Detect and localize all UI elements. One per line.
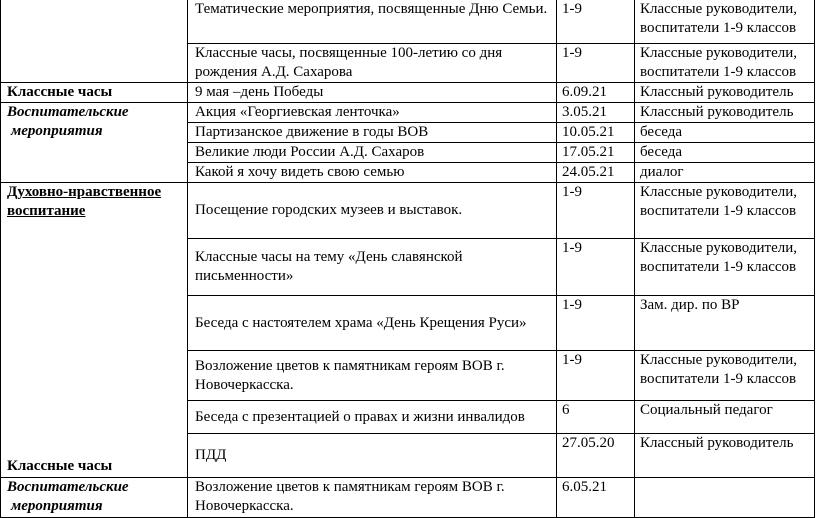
table-row [1, 0, 815, 44]
table-cell: Классные руководители, воспитатели 1-9 классов [635, 44, 815, 83]
section-label-line: мероприятия [11, 123, 103, 139]
table-cell: 1-9 [557, 296, 635, 351]
table-cell: Акция «Георгиевская ленточка» [188, 103, 557, 123]
table-cell: 24.05.21 [557, 163, 635, 183]
table-cell: беседа [635, 123, 815, 143]
table-cell: Классные часы, посвященные 100-летию со дня рождения А.Д. Сахарова [188, 44, 557, 83]
section-label-line: мероприятия [11, 498, 103, 514]
table-cell: 1-9 [557, 351, 635, 401]
section-label-line: Воспитательские [7, 104, 129, 120]
table-cell: диалог [635, 163, 815, 183]
section-label-line: Воспитательские [7, 479, 129, 495]
table-cell: 9 мая –день Победы [188, 83, 557, 103]
table-cell: 1-9 [557, 44, 635, 83]
table-cell: Беседа с настоятелем храма «День Крещения Руси» [188, 296, 557, 351]
table-cell: Социальный педагог [635, 401, 815, 434]
table-cell: 1-9 [557, 0, 635, 44]
table-cell: Беседа с презентацией о правах и жизни инвалидов [188, 401, 557, 434]
table-cell: 1-9 [557, 239, 635, 296]
table-row [1, 103, 815, 123]
table-row [1, 83, 815, 103]
table-cell: 3.05.21 [557, 103, 635, 123]
table-cell: Великие люди России А.Д. Сахаров [188, 143, 557, 163]
table-cell: 6.05.21 [557, 478, 635, 518]
table-cell: Классные руководители, воспитатели 1-9 классов [635, 0, 815, 44]
table-cell: Какой я хочу видеть свою семью [188, 163, 557, 183]
table-row [1, 183, 815, 239]
table-cell: ПДД [188, 434, 557, 478]
table-cell: 6.09.21 [557, 83, 635, 103]
table-cell: Классные руководители, воспитатели 1-9 классов [635, 351, 815, 401]
section-label-line: воспитание [7, 203, 86, 219]
table-cell: 17.05.21 [557, 143, 635, 163]
table-cell: Партизанское движение в годы ВОВ [188, 123, 557, 143]
table-cell: Тематические мероприятия, посвященные Дню Семьи. [188, 0, 557, 44]
section-label [1, 183, 188, 478]
table-cell: Зам. дир. по ВР [635, 296, 815, 351]
section-label: Классные часы [1, 83, 188, 103]
table-cell: Классные руководители, воспитатели 1-9 классов [635, 183, 815, 239]
table-cell: 10.05.21 [557, 123, 635, 143]
table-row [1, 478, 815, 518]
table-cell [635, 478, 815, 518]
table-cell: Классный руководитель [635, 434, 815, 478]
table-cell: Возложение цветов к памятникам героям ВОВ г. Новочеркасска. [188, 351, 557, 401]
section-label-line: Духовно-нравственное [7, 184, 162, 200]
table-cell: 1-9 [557, 183, 635, 239]
table-cell: Классные руководители, воспитатели 1-9 классов [635, 239, 815, 296]
table-cell: 27.05.20 [557, 434, 635, 478]
table-cell: 6 [557, 401, 635, 434]
table-cell: Классный руководитель [635, 83, 815, 103]
section-label [1, 103, 188, 183]
section-label [1, 478, 188, 518]
section-label-bottom: Классные часы [7, 458, 113, 474]
table-cell: Классные часы на тему «День славянской письменности» [188, 239, 557, 296]
table-cell: Возложение цветов к памятникам героям ВОВ г. Новочеркасска. [188, 478, 557, 518]
table-cell: Посещение городских музеев и выставок. [188, 183, 557, 239]
table-cell [1, 0, 188, 83]
table-cell: Классный руководитель [635, 103, 815, 123]
table-cell: беседа [635, 143, 815, 163]
